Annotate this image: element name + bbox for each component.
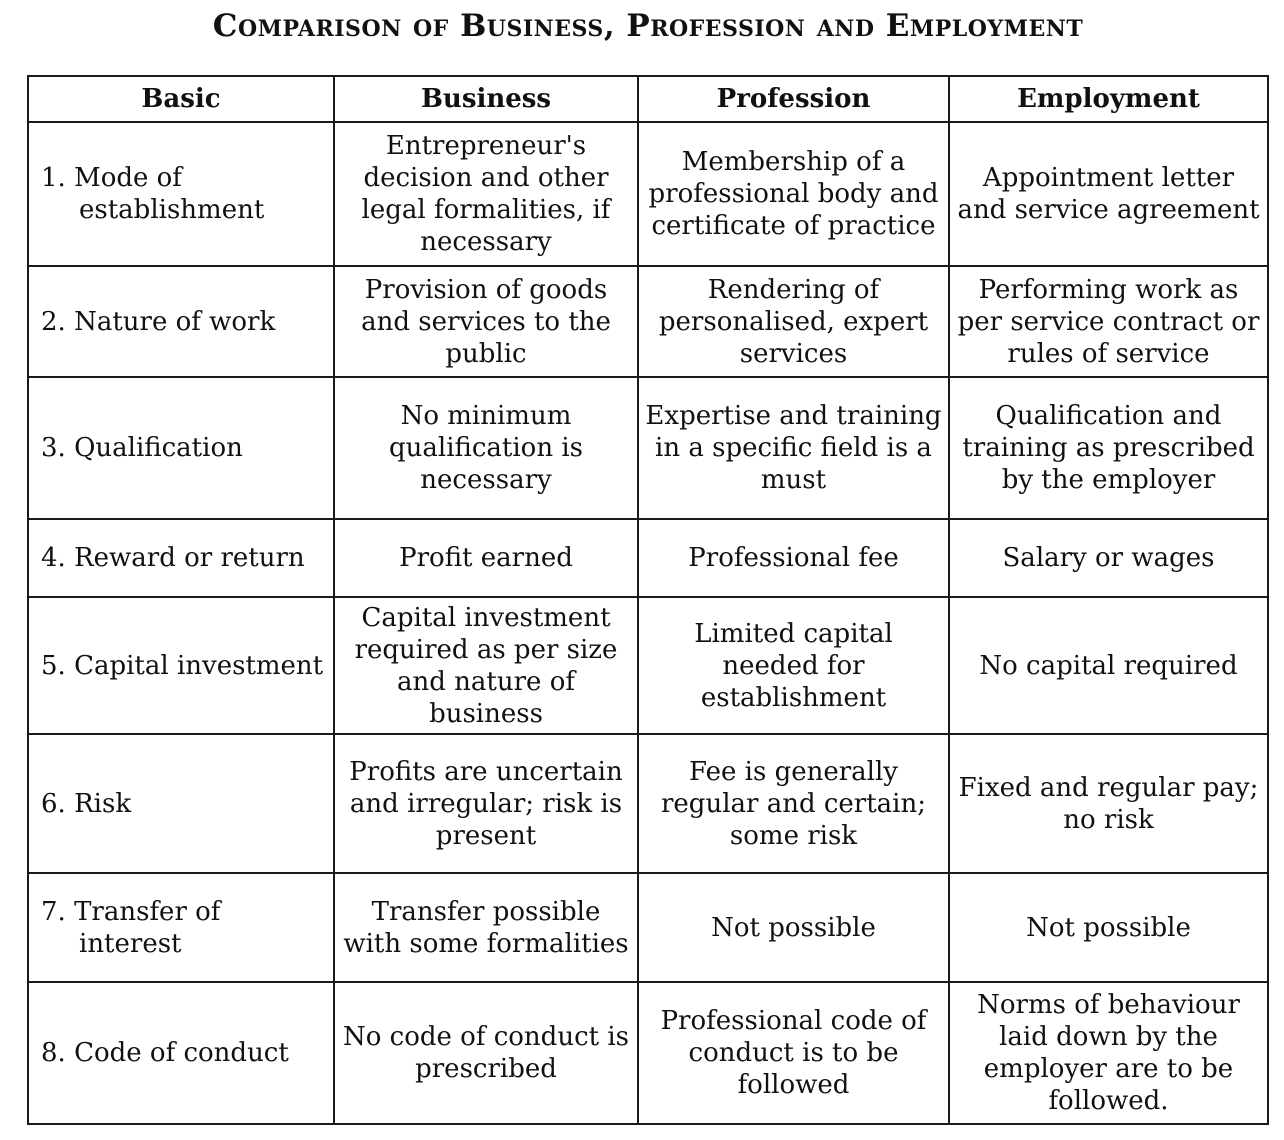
header-basic: Basic [28, 76, 334, 122]
business-cell: No minimum qualification is necessary [334, 377, 638, 519]
employment-cell: No capital required [949, 597, 1268, 734]
row-number: 5. [41, 650, 66, 681]
profession-cell: Limited capital needed for establishment [638, 597, 949, 734]
page-title: Comparison of Business, Profession and Employment [212, 8, 1084, 44]
table-row [28, 597, 1268, 734]
business-cell: Profits are uncertain and irregular; risk is present [334, 734, 638, 873]
basic-cell [28, 734, 334, 873]
comparison-table [27, 75, 1269, 1125]
business-cell: Transfer possible with some formalities [334, 873, 638, 982]
business-cell: No code of conduct is prescribed [334, 982, 638, 1124]
profession-cell: Expertise and training in a specific field is a must [638, 377, 949, 519]
business-cell: Provision of goods and services to the public [334, 266, 638, 377]
basic-label: Code of conduct [74, 1038, 289, 1068]
profession-cell: Fee is generally regular and certain; some risk [638, 734, 949, 873]
table-row [28, 122, 1268, 266]
basic-cell [28, 519, 334, 597]
row-number: 2. [41, 306, 66, 337]
basic-label: Mode of establishment [74, 163, 265, 225]
table-row [28, 734, 1268, 873]
employment-cell: Norms of behaviour laid down by the employer are to be followed. [949, 982, 1268, 1124]
table-row [28, 377, 1268, 519]
row-number: 4. [41, 543, 66, 573]
profession-cell: Not possible [638, 873, 949, 982]
basic-label: Nature of work [74, 306, 276, 337]
header-row [28, 76, 1268, 122]
header-business: Business [334, 76, 638, 122]
employment-cell: Appointment letter and service agreement [949, 122, 1268, 266]
basic-label: Qualification [74, 433, 243, 463]
business-cell: Capital investment required as per size and nature of business [334, 597, 638, 734]
profession-cell: Professional fee [638, 519, 949, 597]
row-number: 7. [41, 896, 66, 927]
header-employment: Employment [949, 76, 1268, 122]
table-row [28, 519, 1268, 597]
business-cell: Entrepreneur's decision and other legal formalities, if necessary [334, 122, 638, 266]
employment-cell: Fixed and regular pay; no risk [949, 734, 1268, 873]
table-row [28, 266, 1268, 377]
header-profession: Profession [638, 76, 949, 122]
basic-cell [28, 873, 334, 982]
basic-label: Reward or return [74, 543, 305, 573]
basic-cell [28, 982, 334, 1124]
employment-cell: Qualification and training as prescribed by the employer [949, 377, 1268, 519]
table-row [28, 873, 1268, 982]
business-cell: Profit earned [334, 519, 638, 597]
basic-cell [28, 122, 334, 266]
employment-cell: Performing work as per service contract or rules of service [949, 266, 1268, 377]
row-number: 3. [41, 433, 66, 463]
row-number: 6. [41, 788, 66, 819]
profession-cell: Membership of a professional body and certificate of practice [638, 122, 949, 266]
table-row [28, 982, 1268, 1124]
row-number: 8. [41, 1038, 66, 1068]
basic-label: Transfer of interest [74, 896, 221, 959]
row-number: 1. [41, 163, 66, 193]
employment-cell: Salary or wages [949, 519, 1268, 597]
employment-cell: Not possible [949, 873, 1268, 982]
basic-cell [28, 597, 334, 734]
basic-cell [28, 377, 334, 519]
basic-label: Risk [74, 788, 132, 819]
basic-cell [28, 266, 334, 377]
profession-cell: Rendering of personalised, expert services [638, 266, 949, 377]
basic-label: Capital investment [74, 650, 324, 681]
profession-cell: Professional code of conduct is to be followed [638, 982, 949, 1124]
